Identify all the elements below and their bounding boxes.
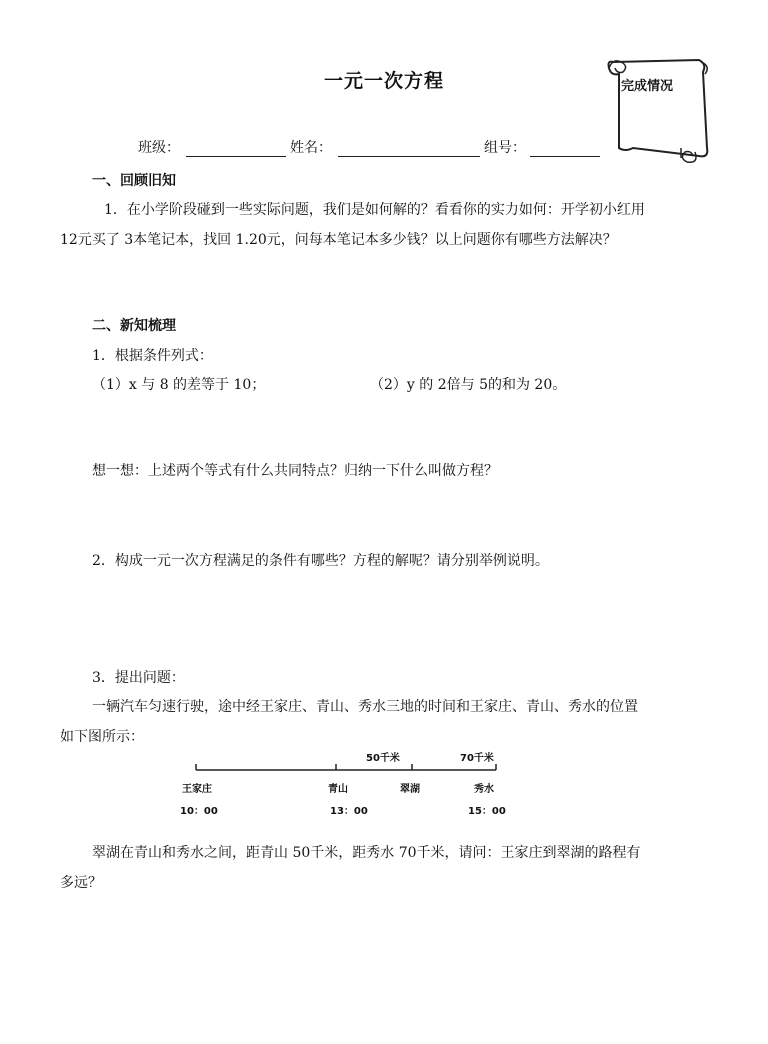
- time-1500: 15：00: [468, 806, 506, 817]
- place-xiushui: 秀水: [474, 784, 494, 795]
- group-label: 组号：: [484, 140, 526, 156]
- section1-heading: 一、回顾旧知: [92, 173, 176, 189]
- problem-line1: 一辆汽车匀速行驶，途中经王家庄、青山、秀水三地的时间和王家庄、青山、秀水的位置: [92, 699, 638, 715]
- item1: 1．根据条件列式：: [92, 348, 213, 364]
- class-label: 班级：: [138, 140, 180, 156]
- item2: 2．构成一元一次方程满足的条件有哪些？方程的解呢？请分别举例说明。: [92, 553, 549, 569]
- stamp-label: 完成情况: [621, 79, 674, 94]
- scroll-stamp: [599, 52, 713, 168]
- item1-a: （1）x 与 8 的差等于 10；: [92, 377, 266, 393]
- place-qingshan: 青山: [328, 784, 348, 795]
- item3: 3．提出问题：: [92, 670, 185, 686]
- name-blank[interactable]: [338, 140, 480, 157]
- q1-line2: 12元买了 3本笔记本，找回 1.20元，问每本笔记本多少钱？以上问题你有哪些方法解决？: [60, 232, 617, 248]
- name-label: 姓名：: [290, 140, 332, 156]
- place-cuihu: 翠湖: [400, 784, 420, 795]
- think: 想一想：上述两个等式有什么共同特点？归纳一下什么叫做方程？: [92, 463, 498, 479]
- time-1000: 10：00: [180, 806, 218, 817]
- section2-heading: 二、新知梳理: [92, 318, 176, 334]
- dist-50-label: 50千米: [366, 753, 400, 764]
- time-1300: 13：00: [330, 806, 368, 817]
- question-line2: 多远？: [60, 875, 102, 891]
- problem-line2: 如下图所示：: [60, 729, 144, 745]
- dist-70-label: 70千米: [460, 753, 494, 764]
- group-blank[interactable]: [530, 140, 600, 157]
- place-wangjiazhuang: 王家庄: [182, 784, 212, 795]
- question-line1: 翠湖在青山和秀水之间，距青山 50千米，距秀水 70千米，请问：王家庄到翠湖的路程有: [92, 845, 641, 861]
- q1-line1: 1．在小学阶段碰到一些实际问题，我们是如何解的？看看你的实力如何：开学初小红用: [104, 202, 645, 218]
- class-blank[interactable]: [186, 140, 286, 157]
- item1-b: （2）y 的 2倍与 5的和为 20。: [370, 377, 567, 393]
- route-diagram: [180, 746, 510, 824]
- page-title: 一元一次方程: [323, 70, 444, 92]
